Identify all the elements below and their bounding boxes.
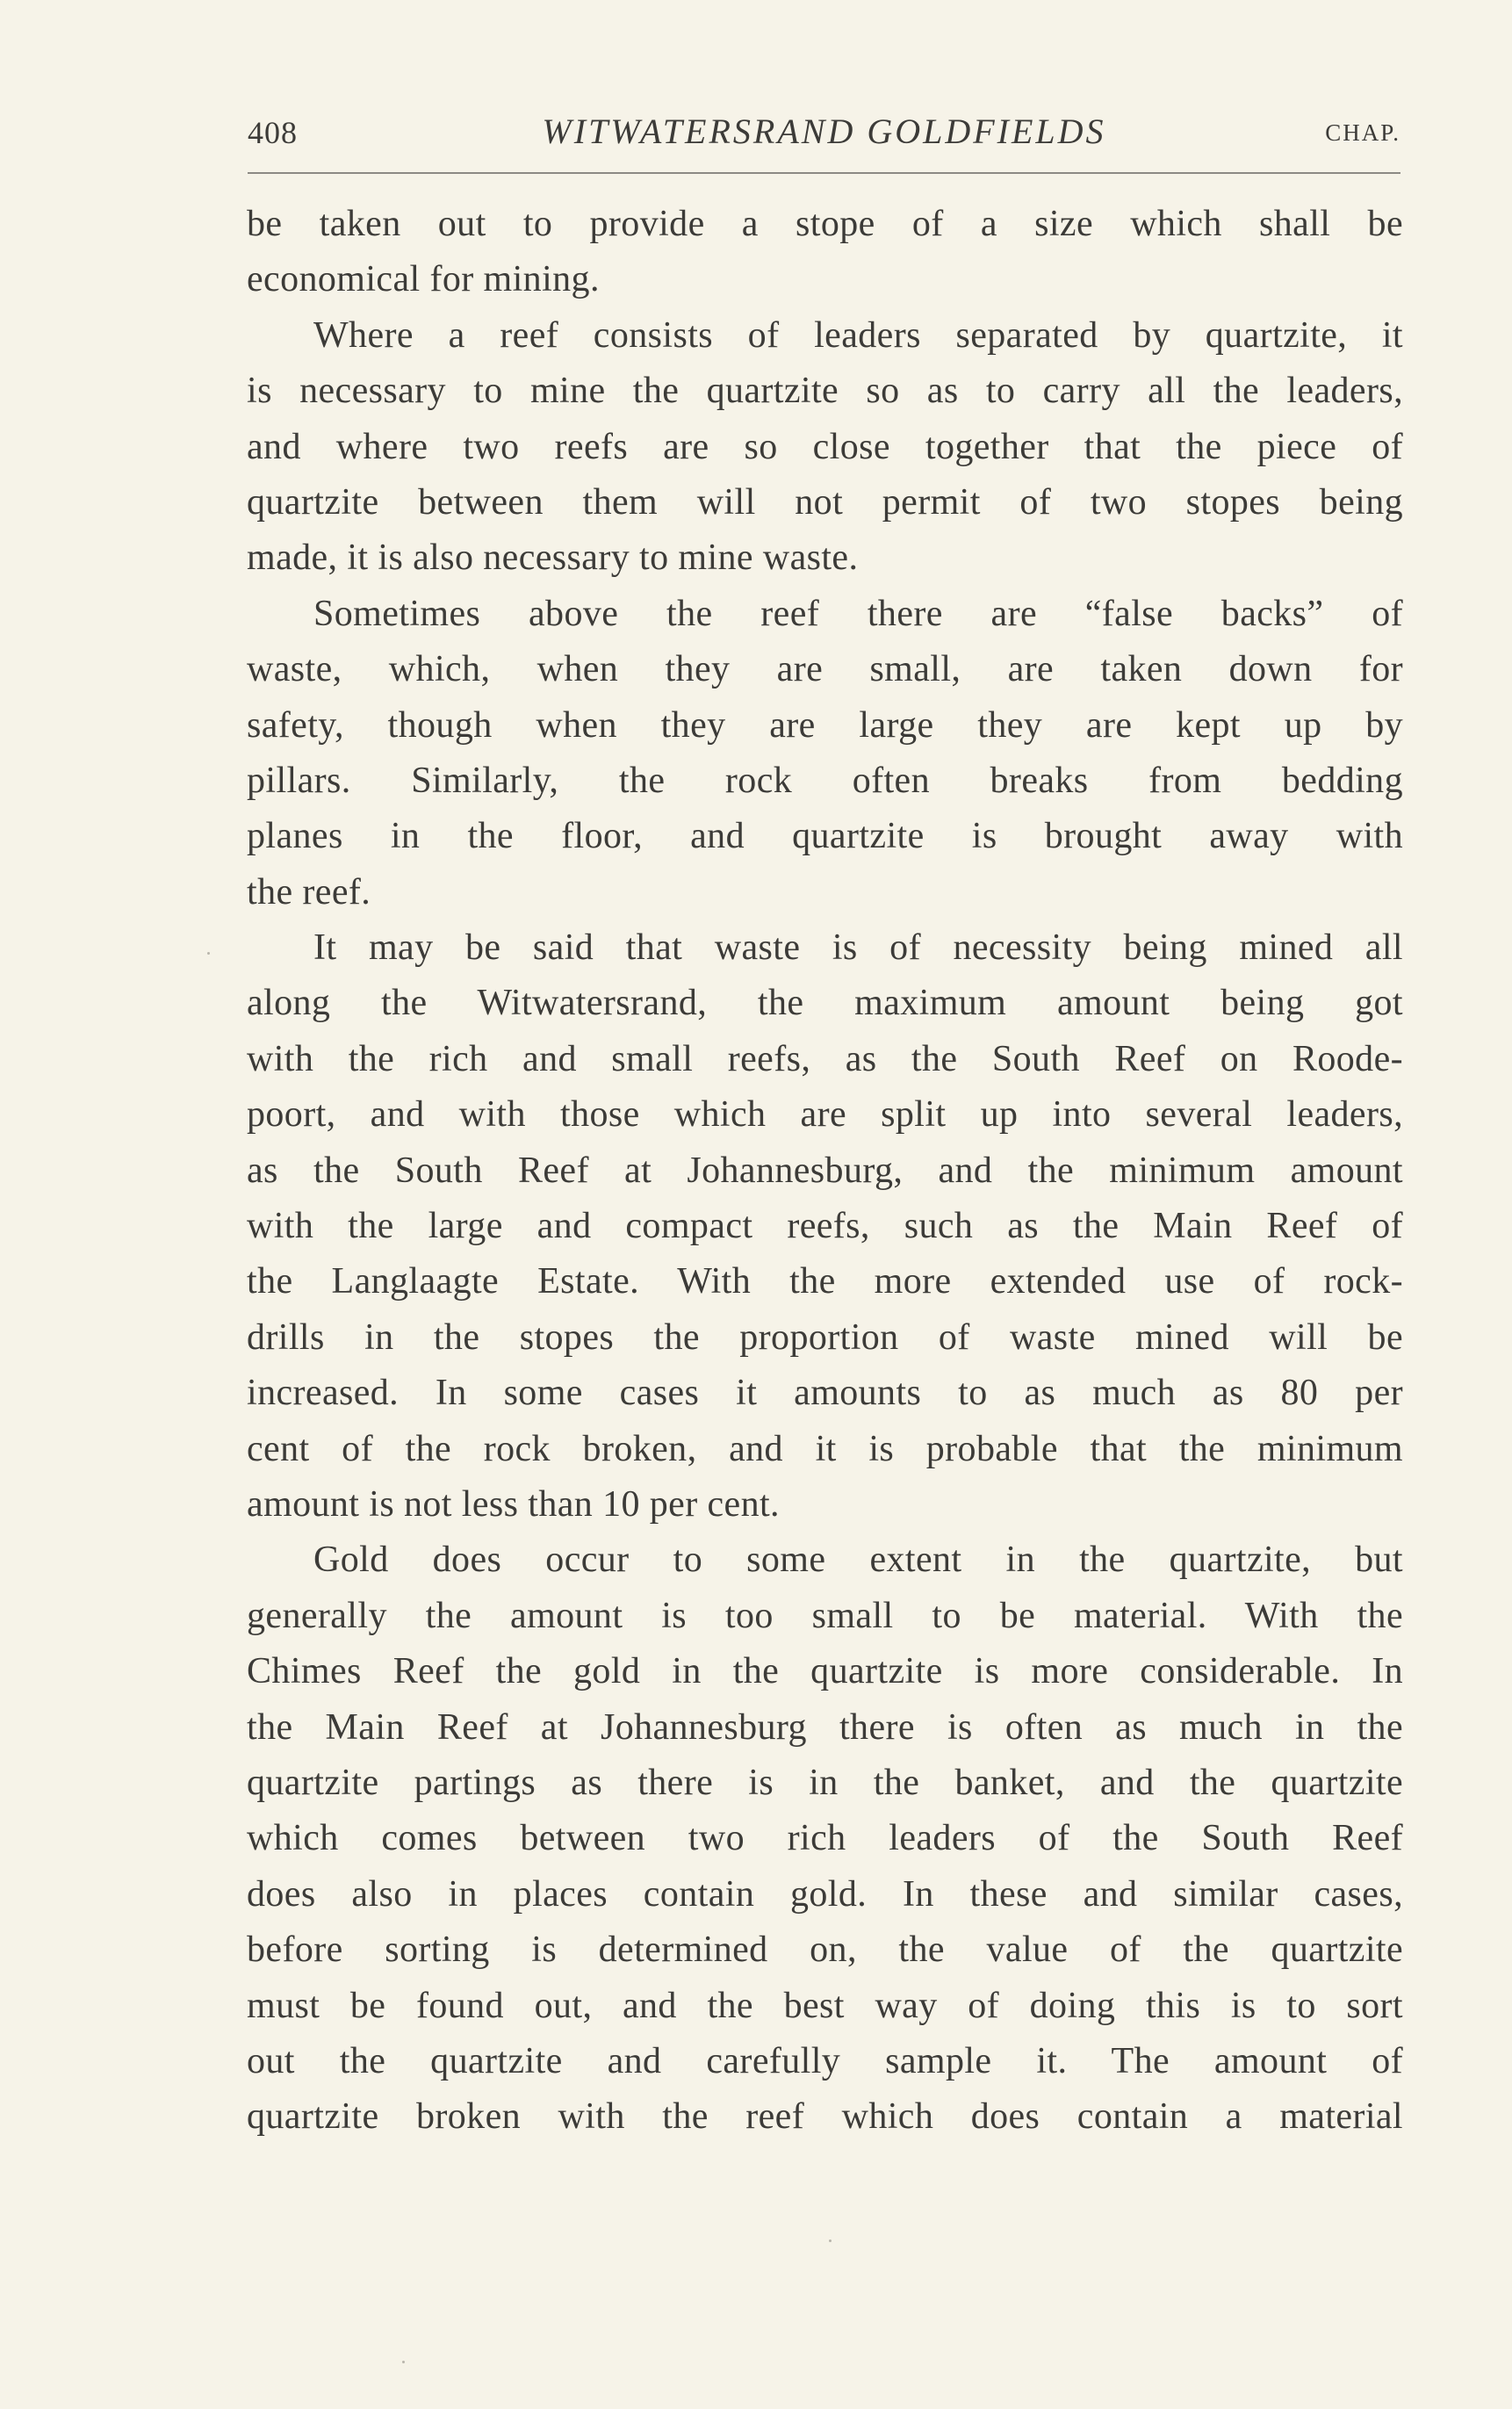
text-line: safety, though when they are large they are kept up by xyxy=(247,704,1403,746)
text-line: generally the amount is too small to be material. With the xyxy=(247,1595,1403,1636)
text-line: made, it is also necessary to mine waste. xyxy=(247,537,859,579)
text-line: Chimes Reef the gold in the quartzite is more considerable. In xyxy=(247,1651,1403,1692)
paper-speck xyxy=(829,2240,832,2242)
text-line: along the Witwatersrand, the maximum amount being got xyxy=(247,983,1403,1024)
text-line: as the South Reef at Johannesburg, and the minimum amount xyxy=(247,1150,1403,1191)
text-line: cent of the rock broken, and it is probable that the minimum xyxy=(247,1428,1403,1469)
text-line: amount is not less than 10 per cent. xyxy=(247,1483,780,1525)
text-line: must be found out, and the best way of doing this is to sort xyxy=(247,1985,1403,2026)
text-line: waste, which, when they are small, are taken down for xyxy=(247,649,1403,690)
text-line: out the quartzite and carefully sample it. The amount of xyxy=(247,2040,1403,2081)
text-line: does also in places contain gold. In these and similar cases, xyxy=(247,1873,1403,1915)
text-line: which comes between two rich leaders of the South Reef xyxy=(247,1818,1403,1859)
text-line: planes in the floor, and quartzite is brought away with xyxy=(247,816,1403,857)
text-line: Where a reef consists of leaders separated by quartzite, it xyxy=(313,314,1403,356)
text-line: with the rich and small reefs, as the South Reef on Roode- xyxy=(247,1038,1403,1079)
text-line: pillars. Similarly, the rock often breaks from bedding xyxy=(247,760,1403,801)
text-line: the Langlaagte Estate. With the more extended use of rock- xyxy=(247,1261,1403,1302)
text-line: Sometimes above the reef there are “false backs” of xyxy=(313,593,1403,634)
text-line: and where two reefs are so close together that the piece of xyxy=(247,426,1403,467)
text-line: quartzite broken with the reef which does contain a material xyxy=(247,2096,1403,2138)
running-title: WITWATERSRAND GOLDFIELDS xyxy=(542,112,1106,151)
text-line: increased. In some cases it amounts to as much as 80 per xyxy=(247,1373,1403,1414)
text-line: quartzite between them will not permit of two stopes being xyxy=(247,481,1403,523)
chapter-label: CHAP. xyxy=(1325,119,1400,146)
text-line: the reef. xyxy=(247,871,371,912)
paper-speck xyxy=(402,2361,405,2363)
body-text xyxy=(247,197,1403,2146)
page-number: 408 xyxy=(248,115,298,150)
text-line: with the large and compact reefs, such as the Main Reef of xyxy=(247,1206,1403,1247)
text-line: be taken out to provide a stope of a size which shall be xyxy=(247,204,1403,244)
text-line: It may be said that waste is of necessity being mined all xyxy=(313,927,1403,969)
text-line: quartzite partings as there is in the banket, and the quartzite xyxy=(247,1762,1403,1803)
paper-speck xyxy=(207,952,210,955)
header-rule xyxy=(248,172,1400,174)
text-line: the Main Reef at Johannesburg there is often as much in the xyxy=(247,1706,1403,1748)
text-line: poort, and with those which are split up into several leaders, xyxy=(247,1094,1403,1136)
text-line: drills in the stopes the proportion of waste mined will be xyxy=(247,1316,1403,1358)
text-line: economical for mining. xyxy=(247,259,600,300)
running-header xyxy=(248,111,1400,160)
text-line: is necessary to mine the quartzite so as to carry all the leaders, xyxy=(247,371,1403,412)
text-line: Gold does occur to some extent in the quartzite, but xyxy=(313,1540,1403,1581)
text-line: before sorting is determined on, the value of the quartzite xyxy=(247,1929,1403,1971)
